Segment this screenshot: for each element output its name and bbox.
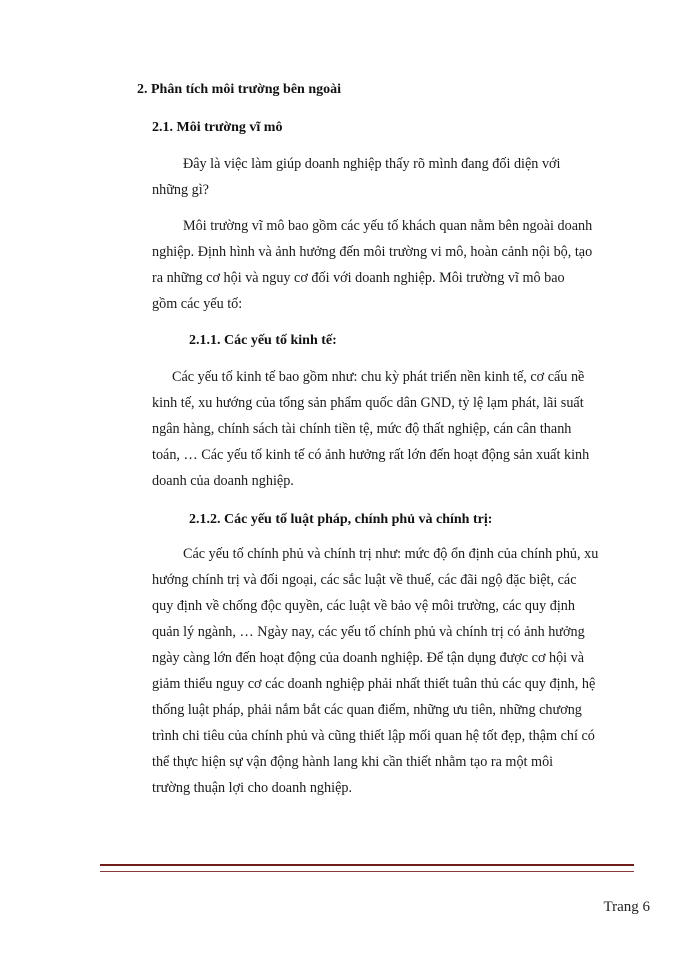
economic-line: Các yếu tố kinh tế bao gồm như: chu kỳ phát triển nền kinh tế, cơ cấu nề — [172, 369, 585, 385]
legal-line: thể thực hiện sự vận động hành lang khi cần thiết nhằm tạo ra một môi — [152, 754, 554, 770]
intro-line: những gì? — [152, 182, 209, 198]
definition-paragraph — [0, 218, 700, 318]
legal-line: Các yếu tố chính phủ và chính trị như: mức độ ổn định của chính phủ, xu — [183, 546, 599, 562]
economic-line: kinh tế, xu hướng của tổng sản phẩm quốc dân GND, tỷ lệ lạm phát, lãi suất — [152, 395, 584, 411]
legal-line: trình chi tiêu của chính phủ và cũng thiết lập mối quan hệ tốt đẹp, thậm chí có — [152, 728, 595, 744]
economic-heading: 2.1.1. Các yếu tố kinh tế: — [189, 333, 337, 348]
footer-rule-thin — [100, 871, 634, 872]
economic-line: ngân hàng, chính sách tài chính tiền tệ, mức độ thất nghiệp, cán cân thanh — [152, 421, 572, 437]
legal-line: ngày càng lớn đến hoạt động của doanh nghiệp. Để tận dụng được cơ hội và — [152, 650, 585, 666]
legal-paragraph — [0, 546, 700, 806]
definition-line: Môi trường vĩ mô bao gồm các yếu tố khách quan nằm bên ngoài doanh — [183, 218, 593, 234]
page-number: Trang 6 — [603, 899, 650, 915]
intro-line: Đây là việc làm giúp doanh nghiệp thấy rõ mình đang đối diện với — [183, 156, 561, 172]
subsection-heading: 2.1. Môi trường vĩ mô — [152, 120, 283, 135]
legal-line: trường thuận lợi cho doanh nghiệp. — [152, 780, 353, 796]
definition-line: nghiệp. Định hình và ảnh hưởng đến môi trường vi mô, hoàn cảnh nội bộ, tạo — [152, 244, 593, 260]
section-heading: 2. Phân tích môi trường bên ngoài — [137, 82, 342, 97]
legal-line: hướng chính trị và đối ngoại, các sắc luật về thuế, các đãi ngộ đặc biệt, các — [152, 572, 577, 588]
legal-line: quy định về chống độc quyền, các luật về bảo vệ môi trường, các quy định — [152, 598, 575, 614]
definition-line: gồm các yếu tố: — [152, 296, 243, 312]
definition-line: ra những cơ hội và nguy cơ đối với doanh nghiệp. Môi trường vĩ mô bao — [152, 270, 565, 286]
legal-heading: 2.1.2. Các yếu tố luật pháp, chính phủ và chính trị: — [189, 512, 493, 527]
economic-line: doanh của doanh nghiệp. — [152, 473, 294, 489]
intro-paragraph — [0, 156, 700, 196]
legal-line: giảm thiểu nguy cơ các doanh nghiệp phải nhất thiết tuân thủ các quy định, hệ — [152, 676, 596, 692]
legal-line: quản lý ngành, … Ngày nay, các yếu tố chính phủ và chính trị có ảnh hưởng — [152, 624, 585, 640]
economic-line: toán, … Các yếu tố kinh tế có ảnh hưởng rất lớn đến hoạt động sản xuất kinh — [152, 447, 590, 463]
legal-line: thống luật pháp, phải nắm bắt các quan điểm, những ưu tiên, những chương — [152, 702, 582, 718]
economic-paragraph — [0, 369, 700, 499]
